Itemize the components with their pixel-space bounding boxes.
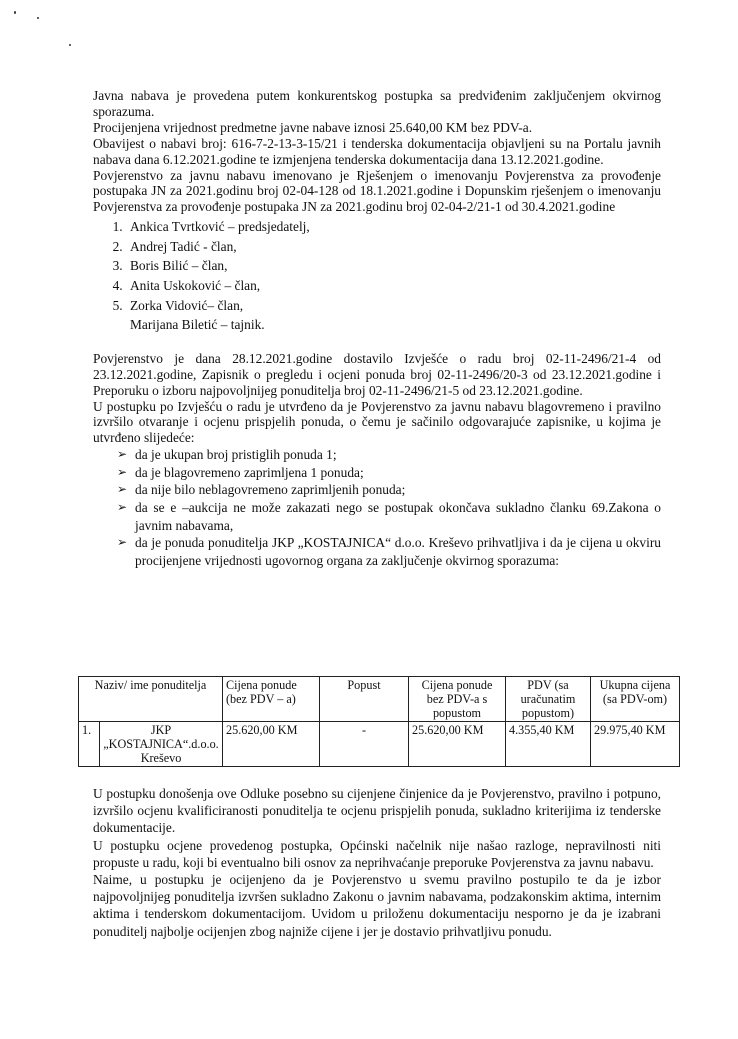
findings-list (93, 446, 661, 569)
header-price: Cijena ponude (bez PDV – a) (223, 677, 320, 722)
arrow-bullet-icon: ➢ (117, 500, 128, 515)
row-number: 1. (79, 722, 100, 767)
member-item: 2. Andrej Tadić - član, (126, 237, 661, 257)
member-item: 3. Boris Bilić – član, (126, 256, 661, 276)
header-name: Naziv/ ime ponuditelja (79, 677, 223, 722)
committee-paragraph: Povjerenstvo za javnu nabavu imenovano je Rješenjem o imenovanju Povjerenstva za provođenje postupaka JN za 2021.godinu broj 02-04-128 od 18.1.2021.godine i Dopunskim rješenjem o imenovanju Povjerenstva za provođenje postupaka JN za 2021.godinu broj 02-04-2/21-1 od 30.4.2021.godine (93, 167, 661, 215)
table-header-row (79, 677, 680, 722)
committee-members-list (93, 217, 661, 315)
row-price: 25.620,00 KM (223, 722, 320, 767)
header-vat: PDV (sa uračunatim popustom) (506, 677, 591, 722)
row-vat: 4.355,40 KM (506, 722, 591, 767)
header-total: Ukupna cijena (sa PDV-om) (591, 677, 680, 722)
table-row (79, 722, 680, 767)
document-body-top (93, 88, 661, 569)
finding-item: ➢ da se e –aukcija ne može zakazati nego se postupak okončava sukladno članku 69.Zakona o javnim nabavama, (117, 500, 661, 533)
scan-speck (14, 11, 16, 14)
procedure-paragraph: Javna nabava je provedena putem konkurentskog postupka sa predviđenim zaključenjem okvirnog sporazuma. (93, 88, 661, 119)
row-name: JKP „KOSTAJNICA“.d.o.o. Kreševo (100, 722, 223, 767)
evaluation-paragraph: U postupku ocjene provedenog postupka, Općinski načelnik nije našao razloge, nepravilnosti niti propuste u radu, koji bi eventualno bili osnov za neprihvaćanje preporuke Povjerenstva za javnu nabavu. (93, 837, 661, 870)
conclusion-paragraph: Naime, u postupku je ocijenjeno da je Povjerenstvo u svemu pravilno postupilo te da je izbor najpovoljnijeg ponuditelja izvršen sukladno Zakonu o javnim nabavama, podzakonskim aktima, internim aktima i tenderskom dokumentacijom. Uvidom u priloženu dokumentaciju nesporno je da je izabrani ponuditelj najbolje ocijenjen zbog najniže cijene i jer je dostavio prihvatljivu ponudu. (93, 872, 661, 939)
notice-paragraph: Obavijest o nabavi broj: 616-7-2-13-3-15/21 i tenderska dokumentacija objavljeni su na Portalu javnih nabava dana 6.12.2021.godine te izmjenjena tenderska dokumentacija dana 13.12.2021.godine. (93, 135, 661, 167)
arrow-bullet-icon: ➢ (117, 447, 128, 462)
finding-item: ➢ da je blagovremeno zaprimljena 1 ponuda; (117, 464, 364, 480)
report-paragraph: Povjerenstvo je dana 28.12.2021.godine dostavilo Izvješće o radu broj 02-11-2496/21-4 od 23.12.2021.godine, Zapisnik o pregledu i ocjeni ponuda broj 02-11-2496/20-3 od 23.12.2021.godine i Preporuku o izboru najpovoljnijeg ponuditelja broj 02-11-2496/21-5 od 23.12.2021.godine. (93, 350, 661, 398)
estimated-value-paragraph: Procijenjena vrijednost predmetne javne nabave iznosi 25.640,00 KM bez PDV-a. (93, 119, 533, 135)
finding-item: ➢ da nije bilo neblagovremeno zaprimljenih ponuda; (117, 482, 406, 498)
arrow-bullet-icon: ➢ (117, 464, 128, 479)
offers-table (78, 676, 680, 767)
scan-speck (69, 44, 71, 46)
row-discount: - (320, 722, 409, 767)
header-discount: Popust (320, 677, 409, 722)
finding-item: ➢ da je ukupan broj pristiglih ponuda 1; (117, 447, 337, 463)
scan-speck (37, 17, 39, 19)
row-price-discount: 25.620,00 KM (409, 722, 506, 767)
row-total: 29.975,40 KM (591, 722, 680, 767)
finding-item: ➢ da je ponuda ponuditelja JKP „KOSTAJNICA“ d.o.o. Kreševo prihvatljiva i da je cijena u okviru procijenjene vrijednosti ugovornog organa za zaključenje okvirnog sporazuma: (117, 535, 661, 568)
arrow-bullet-icon: ➢ (117, 535, 128, 550)
document-body-bottom (93, 785, 661, 940)
header-price-discount: Cijena ponude bez PDV-a s popustom (409, 677, 506, 722)
secretary-line: Marijana Biletić – tajnik. (130, 317, 265, 333)
member-item: 5. Zorka Vidović– član, (126, 296, 661, 316)
member-item: 1. Ankica Tvrtković – predsjedatelj, (126, 217, 661, 237)
member-item: 4. Anita Uskoković – član, (126, 276, 661, 296)
findings-intro-paragraph: U postupku po Izvješću o radu je utvrđeno da je Povjerenstvo za javnu nabavu blagovremeno i pravilno izvršilo otvaranje i ocjenu prispjelih ponuda, o čemu je sačinilo odgovarajuće zapisnike, u kojima je utvrđeno slijedeće: (93, 398, 661, 446)
decision-paragraph: U postupku donošenja ove Odluke posebno su cijenjene činjenice da je Povjerenstvo, pravilno i potpuno, izvršilo ocjenu kvalificiranosti ponuditelja te ocjenu prispjelih ponuda, sukladno kriterijima iz tenderske dokumentacije. (93, 786, 661, 836)
arrow-bullet-icon: ➢ (117, 482, 128, 497)
